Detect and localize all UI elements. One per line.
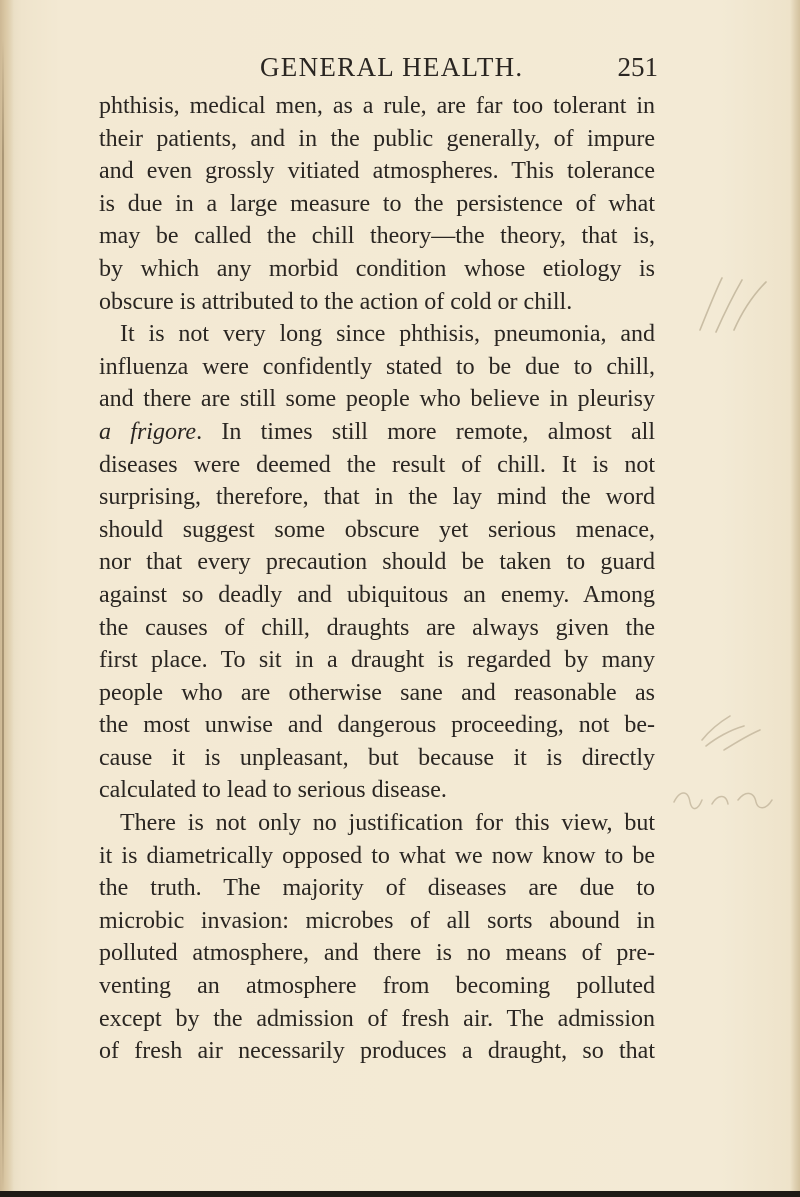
text-line: people who are otherwise sane and reasonable as	[99, 679, 655, 706]
text-line: the most unwise and dangerous proceeding, not be-	[99, 712, 655, 739]
text-line: phthisis, medical men, as a rule, are far too tolerant in	[99, 93, 655, 119]
text-line: polluted atmosphere, and there is no means of pre-	[99, 940, 655, 967]
text-line: is due in a large measure to the persistence of what	[99, 190, 655, 217]
italic-phrase: a frigore	[99, 418, 197, 445]
text-line: and even grossly vitiated atmospheres. This tolerance	[99, 158, 655, 185]
text-line: nor that every precaution should be taken to guard	[99, 549, 655, 576]
text-line: calculated to lead to serious disease.	[99, 777, 447, 804]
text-line: it is diametrically opposed to what we now know to be	[99, 842, 655, 869]
text-line: except by the admission of fresh air. The admission	[99, 1005, 655, 1032]
page-header	[60, 52, 658, 88]
text-line: microbic invasion: microbes of all sorts abound in	[99, 907, 655, 934]
text-line: their patients, and in the public generally, of impure	[99, 125, 655, 152]
pencil-mark-2	[694, 700, 774, 760]
text-line: surprising, therefore, that in the lay mind the word	[99, 484, 655, 511]
page-edge-shadow	[790, 0, 800, 1197]
text-line: venting an atmosphere from becoming polluted	[99, 973, 655, 1000]
text-line: against so deadly and ubiquitous an enemy. Among	[99, 581, 655, 608]
pencil-mark-1	[694, 270, 774, 340]
text-line: by which any morbid condition whose etiology is	[99, 255, 655, 282]
body-text	[99, 90, 655, 1068]
scan-bottom-edge	[0, 1191, 800, 1197]
text-line: There is not only no justification for this view, but	[120, 810, 655, 837]
text-line: influenza were confidently stated to be due to chill,	[99, 353, 655, 380]
text-line: diseases were deemed the result of chill. It is not	[99, 451, 655, 478]
text-line-italic-phrase: a frigore. In times still more remote, almost all	[99, 418, 655, 445]
binding-gutter-line	[2, 40, 4, 1190]
running-head: GENERAL HEALTH.	[260, 52, 524, 82]
page-number: 251	[617, 52, 658, 82]
text-line: obscure is attributed to the action of cold or chill.	[99, 288, 573, 315]
pencil-mark-3	[668, 780, 788, 820]
text-line: the truth. The majority of diseases are due to	[99, 875, 655, 902]
text-line: the causes of chill, draughts are always given the	[99, 614, 655, 641]
text-line: of fresh air necessarily produces a draught, so that	[99, 1038, 655, 1065]
text-line: cause it is unpleasant, but because it is directly	[99, 744, 655, 771]
text-line: should suggest some obscure yet serious menace,	[99, 516, 655, 543]
text-line: It is not very long since phthisis, pneumonia, and	[120, 321, 655, 348]
text-line: may be called the chill theory—the theory, that is,	[99, 223, 655, 250]
text-line: first place. To sit in a draught is regarded by many	[99, 647, 655, 674]
text-line: and there are still some people who believe in pleurisy	[99, 386, 655, 413]
